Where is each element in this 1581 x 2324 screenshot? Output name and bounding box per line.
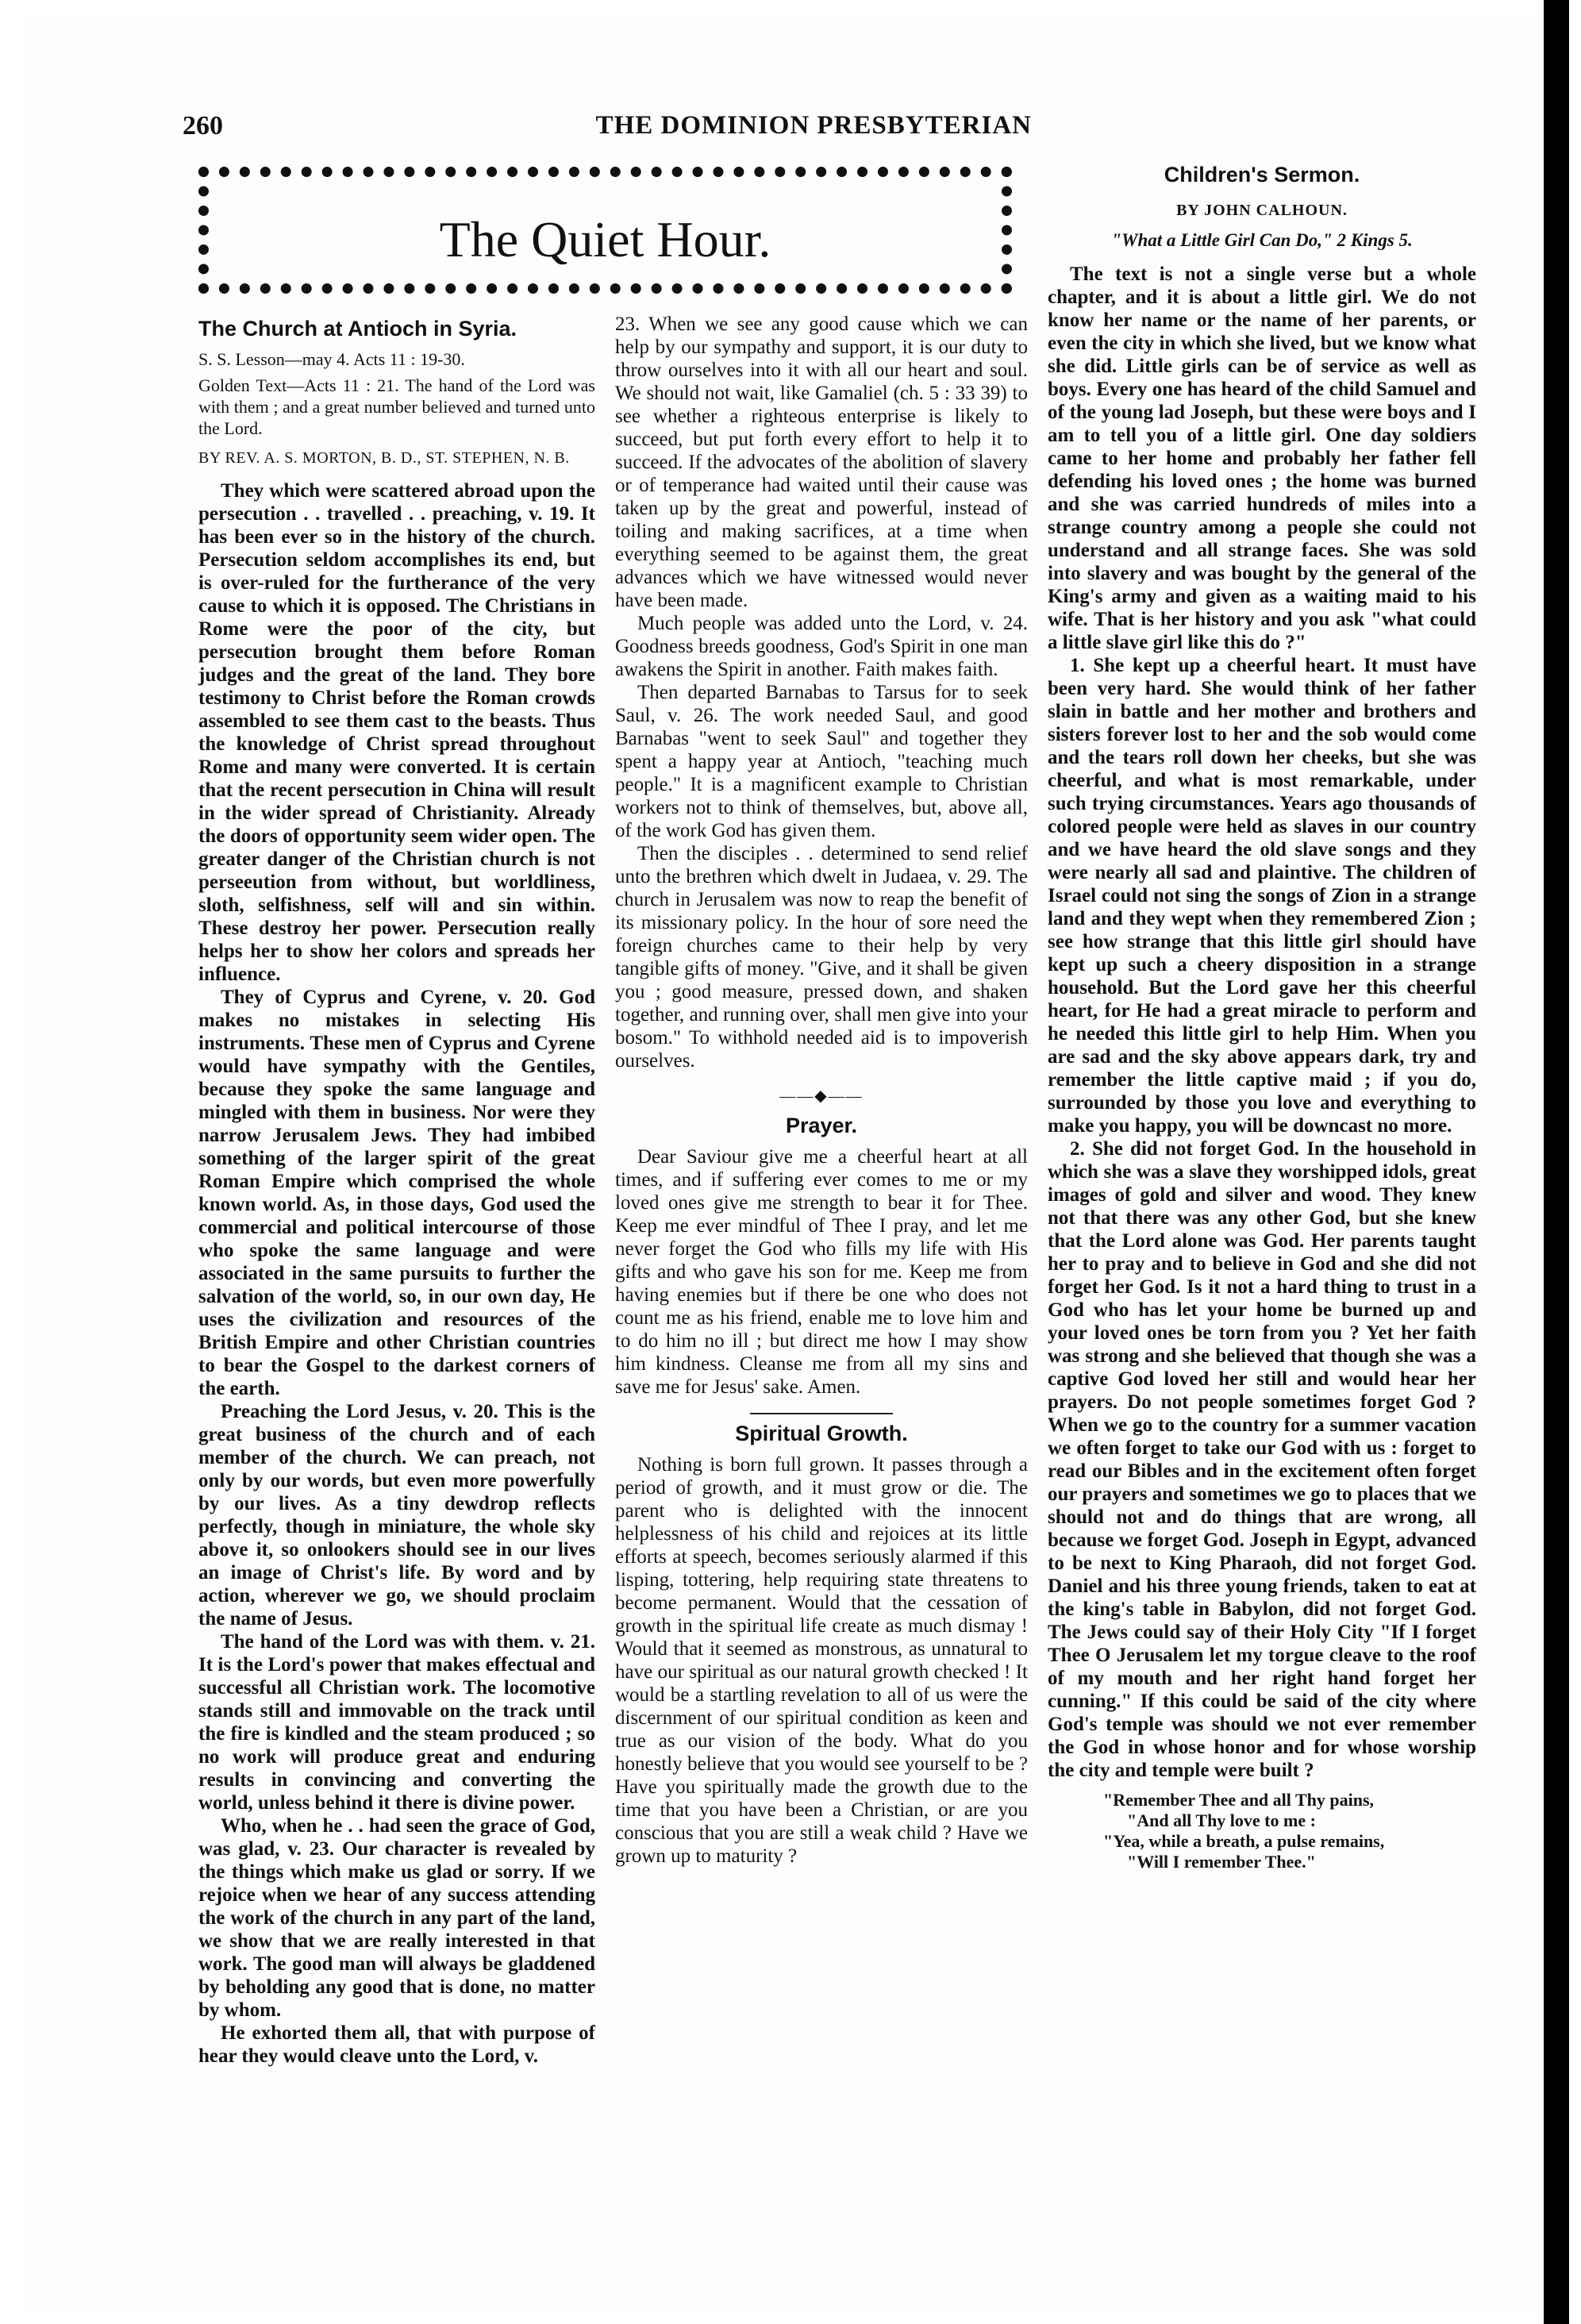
- poem-line: "And all Thy love to me :: [1127, 1810, 1316, 1830]
- spiritual-growth-title: Spiritual Growth.: [735, 1422, 908, 1445]
- lesson-column: [198, 313, 595, 2068]
- quiet-hour-banner: [198, 167, 1012, 294]
- poem-line: "Will I remember Thee.": [1127, 1852, 1316, 1872]
- sermon-paragraph: The text is not a single verse but a whole chapter, and it is about a little girl. We do not know her name or the name of her parents, or even the city in which she lived, but we know what she did. Little girls can be of service as well as boys. Every one has heard of the child Samuel and of the young lad Joseph, but these were boys and I am to tell you of a little girl. One day soldiers came to her home and probably her father fell defending his loved ones ; the home was burned and she was carried hundreds of miles into a strange country among a people she could not understand and all strange faces. She was sold into slavery and was bought by the general of the King's army and given as a waiting maid to his wife. That is her history and you ask "what could a little slave girl like this do ?": [1048, 264, 1476, 653]
- lesson-paragraph: Preaching the Lord Jesus, v. 20. This is the great business of the church and of each member of the church. We can preach, not only by our words, but even more powerfully by our lives. As a tiny dewdrop reflects perfectly, though in miniature, the whole sky above it, so onlookers should see in our lives an image of Christ's life. By word and by action, wherever we go, we should proclaim the name of Jesus.: [198, 1401, 595, 1629]
- journal-title: THE DOMINION PRESBYTERIAN: [595, 111, 1032, 140]
- page-number: 260: [183, 111, 223, 140]
- golden-text: Golden Text—Acts 11 : 21. The hand of the Lord was with them ; and a great number believed and turned unto the Lord.: [198, 375, 595, 438]
- lesson-paragraph: They of Cyprus and Cyrene, v. 20. God makes no mistakes in selecting His instruments. These men of Cyprus and Cyrene would have sympathy with the Gentiles, because they spoke the same language and mingled with them in business. Nor were they narrow Jerusalem Jews. They had imbibed something of the larger spirit of the great Roman Empire which comprised the whole known world. As, in those days, God used the commercial and political intercourse of those who spoke the same language and were associated in the same pursuits to further the salvation of the world, so, in our own day, He uses the civilization and resources of the British Empire and other Christian countries to bear the Gospel to the darkest corners of the earth.: [198, 987, 595, 1399]
- page-edge-bar: [1544, 0, 1569, 2324]
- lesson-reference: S. S. Lesson—may 4. Acts 11 : 19-30.: [198, 349, 465, 369]
- prayer-text: Dear Saviour give me a cheerful heart at all times, and if suffering ever comes to me or my loved ones give me strength to bear it for Thee. Keep me ever mindful of Thee I pray, and let me never forget the God who fills my life with His gifts and who gave his son for me. Keep me from having enemies but if there be one who does not count me as his friend, enable me to love him and to do him no ill ; but direct me how I may show him kindness. Cleanse me from all my sins and save me for Jesus' sake. Amen.: [615, 1146, 1028, 1398]
- lesson-paragraph: Much people was added unto the Lord, v. 24. Goodness breeds goodness, God's Spirit in one man awakens the Spirit in another. Faith makes faith.: [615, 613, 1028, 680]
- lesson-continuation: 23. When we see any good cause which we can help by our sympathy and support, it is our duty to throw ourselves into it with all our heart and soul. We should not wait, like Gamaliel (ch. 5 : 33 39) to see whether a righteous enterprise is likely to succeed, but put forth every effort to help it to succeed. If the advocates of the abolition of slavery or of temperance had waited until their cause was taken up by the great and powerful, instead of toiling and making sacrifices, at a time when everything seemed to be against them, the great advances which we have witnessed would never have been made.: [615, 314, 1028, 611]
- closing-poem: [1103, 1790, 1476, 1872]
- sermon-paragraph: 2. She did not forget God. In the household in which she was a slave they worshipped idols, great images of gold and silver and wood. They knew not that there was any other God, but she knew that the Lord alone was God. Her parents taught her to pray and to believe in God and she did not forget her God. Is it not a hard thing to trust in a God who has let your home be burned up and your loved ones be torn from you ? Yet her faith was strong and she believed that though she was a captive God loved her still and would hear her prayers. Do not people sometimes forget God ? When we go to the country for a summer vacation we often forget to take our God with us : forget to read our Bibles and in the excitement often forget our prayers and sometimes we go to places that we should not and do things that are wrong, all because we forget God. Joseph in Egypt, advanced to be next to King Pharaoh, did not forget God. Daniel and his three young friends, taken to eat at the king's table in Babylon, did not forget God. The Jews could say of their Holy City "If I forget Thee O Jerusalem let my torgue cleave to the roof of my mouth and her right hand forget her cunning." If this could be said of the city where God's temple was should we not ever remember the God in whose honor and for whose worship the city and temple were built ?: [1048, 1138, 1476, 1781]
- poem-line: "Yea, while a breath, a pulse remains,: [1103, 1831, 1385, 1851]
- sermon-byline: BY JOHN CALHOUN.: [1176, 202, 1348, 219]
- section-divider: [750, 1413, 893, 1414]
- sermon-paragraph: 1. She kept up a cheerful heart. It must have been very hard. She would think of her father slain in battle and her mother and brothers and sisters forever lost to her and the sob would come and the tears roll down her cheeks, but she was cheerful, and what is most remarkable, under such trying circumstances. Years ago thousands of colored people were held as slaves in our country and we have heard the old slave songs and they were nearly all sad and plaintive. The children of Israel could not sing the songs of Zion in a strange land and they wept when they remembered Zion ; see how strange that this little girl should have kept up such a cheery disposition in a strange household. But the Lord gave her this cheerful heart, for He had a great miracle to perform and he needed this little girl to help Him. When you are sad and the sky above appears dark, try and remember the little captive maid ; if you do, surrounded by those you love and everything to make you happy, you will be downcast no more.: [1048, 655, 1476, 1137]
- poem-line: "Remember Thee and all Thy pains,: [1103, 1790, 1375, 1810]
- section-ornament: ——◆——: [779, 1087, 864, 1105]
- lesson-title: The Church at Antioch in Syria.: [198, 317, 517, 341]
- sermon-title: Children's Sermon.: [1164, 163, 1360, 187]
- lesson-paragraph: Who, when he . . had seen the grace of God, was glad, v. 23. Our character is revealed by the things which make us glad or sorry. If we rejoice when we hear of any success attending the work of the church in any part of the land, we show that we are really interested in that work. The good man will always be gladdened by beholding any good that is done, no matter by whom.: [198, 1815, 595, 2021]
- page-header: [183, 111, 1032, 143]
- lesson-paragraph: Then departed Barnabas to Tarsus for to seek Saul, v. 26. The work needed Saul, and good Barnabas "went to seek Saul" and together they spent a happy year at Antioch, "teaching much people." It is a magnificent example to Christian workers not to think of themselves, but, above all, of the work God has given them.: [615, 682, 1028, 841]
- lesson-paragraph: He exhorted them all, that with purpose of hear they would cleave unto the Lord, v.: [198, 2022, 595, 2067]
- sermon-column: [1048, 159, 1476, 1872]
- spiritual-growth-text: Nothing is born full grown. It passes through a period of growth, and it must grow or die. The parent who is delighted with the innocent helplessness of his child and rejoices at its little efforts at speech, becomes seriously alarmed if this lisping, tottering, help requiring state threatens to become permanent. Would that the cessation of growth in the spiritual life create as much dismay ! Would that it seemed as monstrous, as unnatural to have our spiritual as our natural growth checked ! It would be a startling revelation to all of us were the discernment of our spiritual condition as keen and true as our vision of the body. What do you honestly believe that you would see yourself to be ? Have you spiritually made the growth due to the time that you have been a Christian, or are you conscious that you are still a weak child ? Have we grown up to maturity ?: [615, 1454, 1028, 1867]
- prayer-title: Prayer.: [785, 1114, 858, 1137]
- middle-column: [615, 313, 1028, 1868]
- lesson-byline: BY REV. A. S. MORTON, B. D., ST. STEPHEN, N. B.: [198, 449, 570, 467]
- sermon-epigraph: "What a Little Girl Can Do," 2 Kings 5.: [1111, 230, 1413, 250]
- lesson-paragraph: Then the disciples . . determined to send relief unto the brethren which dwelt in Judaea, v. 29. The church in Jerusalem was now to reap the benefit of its missionary policy. In the hour of sore need the foreign churches came to their help by very tangible gifts of money. "Give, and it shall be given you ; good measure, pressed down, and shaken together, and running over, shall men give into your bosom." To withhold needed aid is to impoverish ourselves.: [615, 843, 1028, 1072]
- section-title: The Quiet Hour.: [439, 211, 771, 267]
- lesson-paragraph: They which were scattered abroad upon the persecution . . travelled . . preaching, v. 19. It has been ever so in the history of the church. Persecution seldom accomplishes its end, but is over-ruled for the furtherance of the very cause to which it is opposed. The Christians in Rome were the poor of the city, but persecution brought them before Roman judges and the great of the land. They bore testimony to Christ before the Roman crowds assembled to see them cast to the beasts. Thus the knowledge of Christ spread throughout Rome and many were converted. It is certain that the recent persecution in China will result in the wider spread of Christianity. Already the doors of opportunity seem wider open. The greater danger of the Christian church is not perseeution from without, but worldliness, sloth, selfishness, self will and sin within. These destroy her power. Persecution really helps her to show her colors and spreads her influence.: [198, 480, 595, 985]
- lesson-paragraph: The hand of the Lord was with them. v. 21. It is the Lord's power that makes effectual and successful all Christian work. The locomotive stands still and immovable on the track until the fire is kindled and the steam produced ; so no work will produce great and enduring results in convincing and converting the world, unless behind it there is divine power.: [198, 1631, 595, 1814]
